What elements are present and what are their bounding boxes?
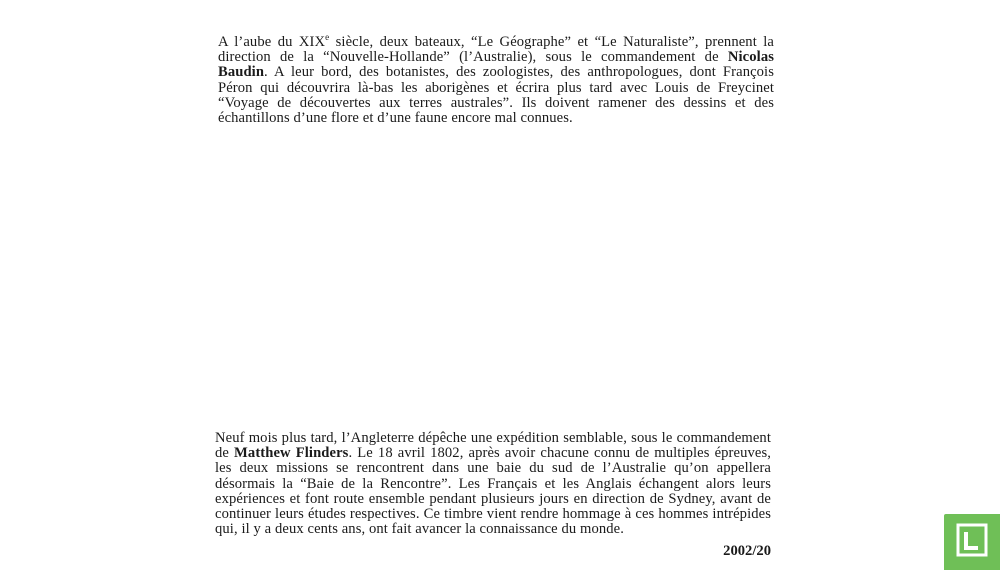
paragraph-baudin-expedition: [218, 32, 774, 127]
p1-text-2: siècle, deux bateaux, “Le Géographe” et “Le Naturaliste”, prennent la direction de la “Nouvelle-Hollande” (l’Australie), sous le commandement de: [218, 34, 774, 66]
paragraph-flinders-expedition: [215, 431, 771, 537]
p2-text-1: Neuf mois plus tard, l’Angleterre dépêche une expédition semblable, sous le commandement de: [215, 430, 771, 462]
p1-bold-name: Nicolas Baudin: [218, 49, 774, 81]
document-reference: 2002/20: [723, 543, 771, 559]
collector-watermark: [944, 514, 1000, 570]
p2-bold-name: Matthew Flinders: [234, 445, 349, 462]
p1-text-1: A l’aube du XIX: [218, 34, 326, 50]
p1-superscript: e: [325, 32, 330, 43]
p1-text-3: . A leur bord, des botanistes, des zoologistes, des anthropologues, dont François Péron qui découvrira là-bas les aborigènes et écrira plus tard avec Louis de Freycinet “Voyage de découvertes aux terres australes”. Ils doivent ramener des dessins et des échantillons d’une flore et d’une faune encore mal connues.: [218, 64, 774, 127]
p2-text-2: . Le 18 avril 1802, après avoir chacune connu de multiples épreuves, les deux missions se rencontrent dans une baie du sud de l’Australie qu’on appellera désormais la “Baie de la Rencontre”. Les Français et les Anglais échangent alors leurs expériences et font route ensemble pendant plusieurs jours en direction de Sydney, avant de continuer leurs études respectives. Ce timbre vient rendre hommage à ces hommes intrépides qui, il y a deux cents ans, ont fait avancer la connaissance du monde.: [215, 445, 771, 538]
collector-logo-icon: [954, 522, 990, 562]
